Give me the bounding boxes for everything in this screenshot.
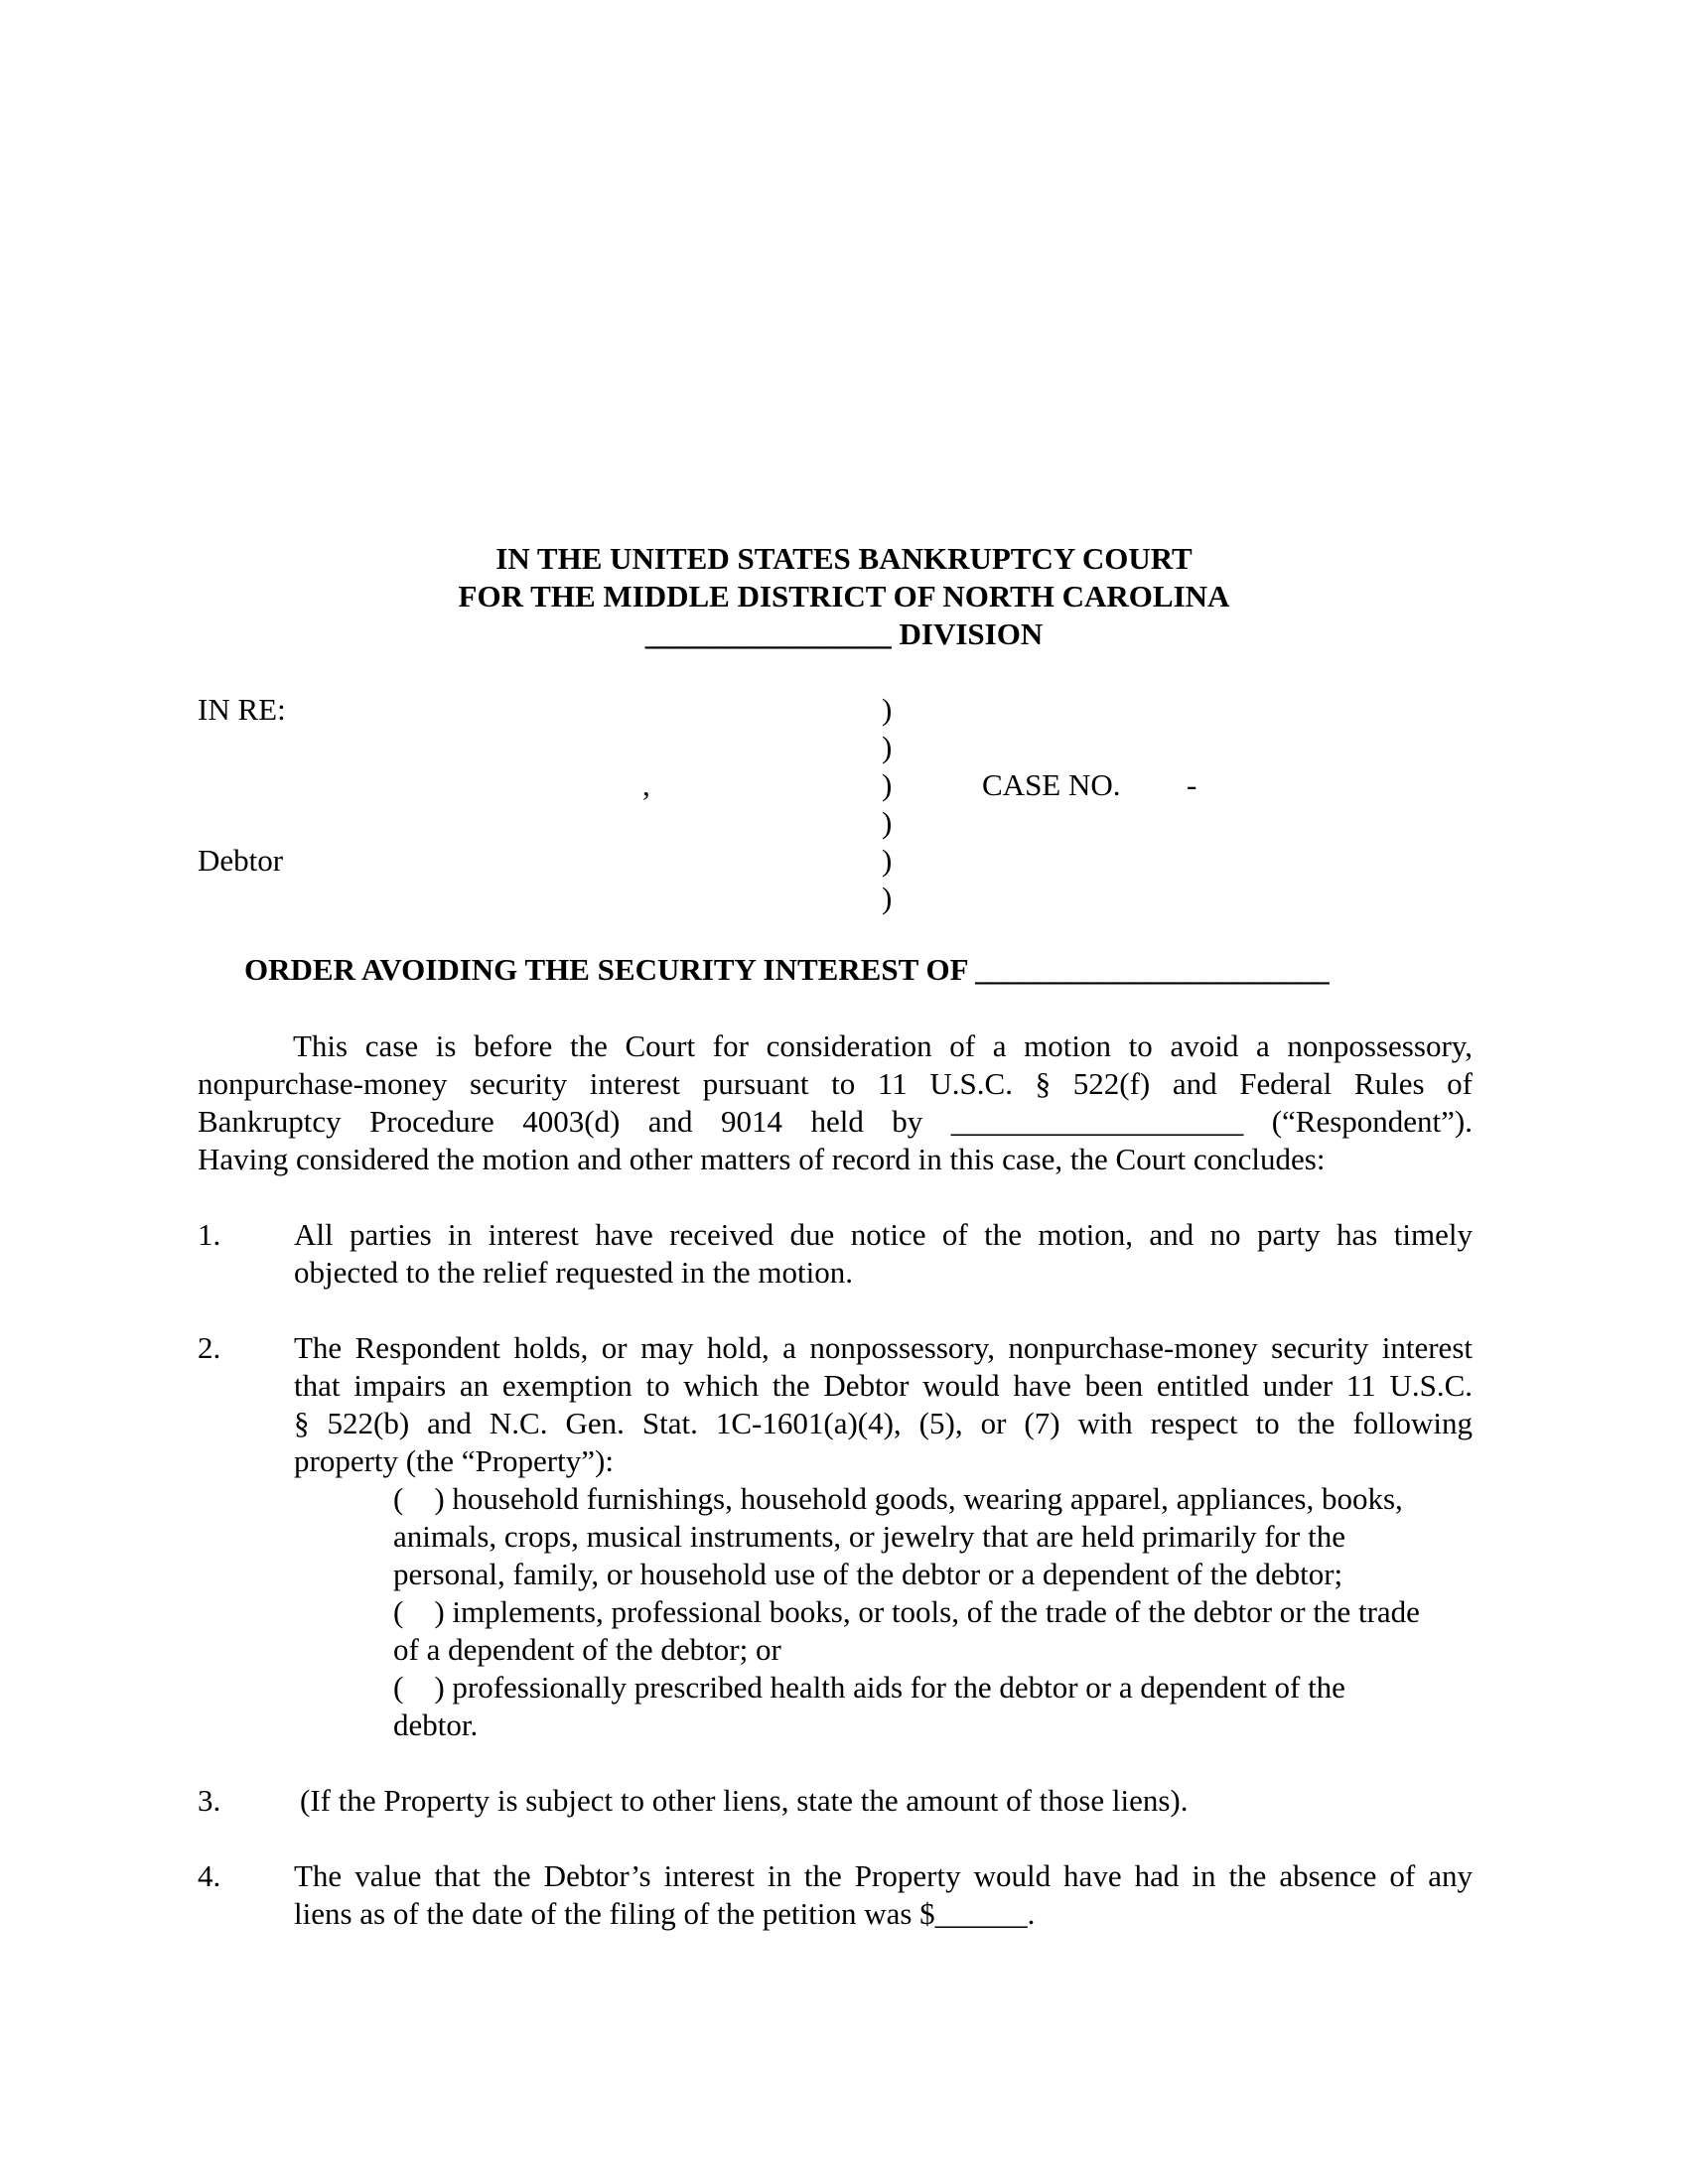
item-text-line: that impairs an exemption to which the Debtor would have been entitled under 11 U.S.C.	[294, 1368, 1473, 1403]
property-option-text: animals, crops, musical instruments, or jewelry that are held primarily for the	[393, 1519, 1346, 1554]
caption-paren: )	[882, 730, 893, 764]
property-option-checkbox[interactable]: ( ) professionally prescribed health aids for the debtor or a dependent of the	[393, 1670, 1345, 1705]
item-text-line: § 522(b) and N.C. Gen. Stat. 1C-1601(a)(4), (5), or (7) with respect to the following	[294, 1406, 1473, 1440]
intro-line: This case is before the Court for consideration of a motion to avoid a nonpossessory,	[293, 1028, 1473, 1063]
debtor-name-comma: ,	[642, 767, 650, 802]
item-text-line: The Respondent holds, or may hold, a nonpossessory, nonpurchase-money security interest	[294, 1330, 1473, 1365]
intro-line: Bankruptcy Procedure 4003(d) and 9014 held by ___________________ (“Respondent”).	[198, 1104, 1473, 1139]
case-number-dash: -	[1187, 767, 1197, 802]
court-name: IN THE UNITED STATES BANKRUPTCY COURT	[495, 541, 1193, 576]
property-option-text: debtor.	[393, 1707, 479, 1742]
item-text-line: liens as of the date of the filing of the petition was $______.	[294, 1896, 1036, 1931]
property-option-text: of a dependent of the debtor; or	[393, 1632, 781, 1667]
intro-line: nonpurchase-money security interest pursuant to 11 U.S.C. § 522(f) and Federal Rules of	[198, 1066, 1473, 1101]
item-text-line: All parties in interest have received due notice of the motion, and no party has timely	[294, 1217, 1473, 1252]
caption-paren: )	[882, 767, 893, 802]
property-option-text: personal, family, or household use of the debtor or a dependent of the debtor;	[393, 1557, 1343, 1591]
in-re-label: IN RE:	[198, 692, 286, 727]
item-number: 3.	[198, 1783, 221, 1818]
item-text-line: (If the Property is subject to other liens, state the amount of those liens).	[300, 1783, 1189, 1818]
caption-paren: )	[882, 805, 893, 840]
item-number: 4.	[198, 1858, 221, 1893]
property-option-checkbox[interactable]: ( ) implements, professional books, or tools, of the trade of the debtor or the trade	[393, 1594, 1420, 1629]
court-division: ________________ DIVISION	[644, 616, 1044, 651]
court-district: FOR THE MIDDLE DISTRICT OF NORTH CAROLINA	[458, 579, 1230, 614]
order-title: ORDER AVOIDING THE SECURITY INTEREST OF _______________________	[244, 952, 1330, 987]
case-number-label: CASE NO.	[982, 767, 1121, 802]
item-text-line: The value that the Debtor’s interest in the Property would have had in the absence of any	[294, 1858, 1473, 1893]
caption-paren: )	[882, 692, 893, 727]
property-option-checkbox[interactable]: ( ) household furnishings, household goods, wearing apparel, appliances, books,	[393, 1481, 1403, 1516]
item-text-line: property (the “Property”):	[294, 1443, 614, 1478]
item-number: 2.	[198, 1330, 221, 1365]
caption-paren: )	[882, 843, 893, 878]
item-text-line: objected to the relief requested in the motion.	[294, 1255, 853, 1290]
intro-line: Having considered the motion and other matters of record in this case, the Court concludes:	[198, 1142, 1326, 1176]
debtor-label: Debtor	[198, 843, 284, 878]
caption-paren: )	[882, 881, 893, 915]
item-number: 1.	[198, 1217, 221, 1252]
